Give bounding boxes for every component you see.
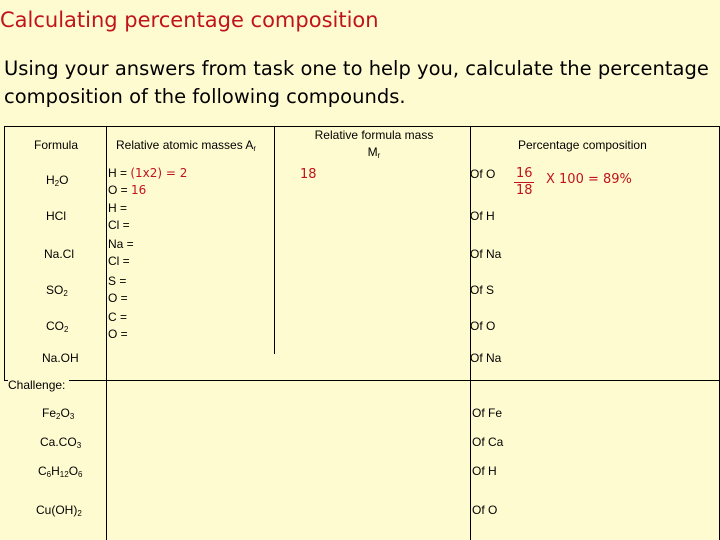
formula-subscript: 2: [56, 412, 61, 421]
formula-fe2o3: [42, 405, 74, 422]
header-percentage-composition: Percentage composition: [518, 138, 647, 152]
mass-line: [108, 182, 187, 199]
formula-part: O: [59, 173, 69, 187]
formula-cuoh2: [36, 502, 82, 519]
masses-row-2: [108, 200, 130, 234]
mass-label: Na =: [108, 237, 134, 251]
column-divider-formula: [106, 126, 107, 540]
mass-line: [108, 165, 187, 182]
formula-co2: [46, 318, 68, 335]
slide-title: Calculating percentage composition: [0, 8, 379, 32]
formula-part: CO: [46, 319, 64, 333]
header-formula: Formula: [34, 138, 79, 152]
masses-row-1: [108, 165, 187, 199]
masses-row-4: [108, 273, 128, 307]
pct-label-row-6: Of Na: [470, 351, 502, 365]
formula-subscript: 6: [46, 470, 52, 479]
formula-nacl: Na.Cl: [44, 247, 75, 261]
mass-label: Cl =: [108, 254, 130, 268]
formula-part: O: [68, 464, 79, 478]
challenge-divider: [4, 380, 720, 381]
pct-label-row-5: Of O: [470, 319, 496, 333]
formula-hcl: HCl: [46, 209, 66, 223]
mass-label: C =: [108, 310, 128, 324]
pct-label-challenge-4: Of O: [472, 503, 498, 517]
pct-label-row-1: Of O: [470, 167, 496, 181]
table-left-border: [4, 126, 5, 380]
instructions-text: Using your answers from task one to help you, calculate the percentage composition of the following compounds.: [4, 57, 709, 108]
pct-label-challenge-3: Of H: [472, 464, 497, 478]
formula-subscript: 6: [78, 470, 83, 479]
pct-label-challenge-1: Of Fe: [472, 406, 503, 420]
header-ram-subscript: r: [253, 144, 257, 153]
formula-naoh: Na.OH: [42, 351, 79, 365]
mass-label: H =: [108, 201, 128, 215]
mass-label: O =: [108, 183, 128, 197]
formula-subscript: 12: [59, 470, 69, 479]
masses-row-5: [108, 309, 128, 343]
formula-subscript: 3: [69, 412, 75, 421]
pct-label-row-4: Of S: [470, 283, 495, 297]
formula-part: Ca.CO: [40, 435, 77, 449]
mass-value: 16: [131, 183, 147, 197]
formula-subscript: 3: [76, 441, 82, 450]
header-rfm-symbol: M: [367, 145, 378, 159]
formula-part: H: [46, 173, 55, 187]
column-divider-masses: [274, 126, 275, 354]
mass-label: S =: [108, 274, 127, 288]
challenge-label: Challenge:: [8, 377, 69, 394]
mass-label: O =: [108, 327, 128, 341]
pct-label-row-2: Of H: [470, 209, 495, 223]
pct-label-challenge-2: Of Ca: [472, 435, 504, 449]
header-rfm-line2: [294, 144, 454, 161]
mass-value: (1x2) = 2: [130, 166, 188, 180]
formula-subscript: 2: [64, 325, 69, 334]
header-rfm-subscript: r: [377, 151, 381, 160]
formula-part: Cu(OH): [36, 503, 78, 517]
mr-value-water: 18: [300, 167, 317, 182]
pct-denominator: 18: [516, 183, 533, 198]
formula-part: Fe: [42, 406, 57, 420]
mass-label: O =: [108, 291, 128, 305]
pct-numerator: 16: [516, 166, 533, 181]
pct-result: X 100 = 89%: [546, 172, 632, 187]
formula-subscript: 2: [54, 179, 60, 188]
formula-glucose: [38, 463, 83, 480]
mass-label: Cl =: [108, 218, 130, 232]
header-relative-atomic-masses: [116, 137, 256, 154]
masses-row-3: [108, 236, 134, 270]
header-ram-text: Relative atomic masses A: [116, 138, 254, 152]
composition-table: [4, 126, 720, 540]
formula-caco3: [40, 434, 81, 451]
formula-part: C: [38, 464, 47, 478]
formula-subscript: 2: [63, 289, 68, 298]
header-relative-formula-mass: [294, 127, 454, 161]
header-rfm-line1: Relative formula mass: [314, 128, 434, 142]
formula-part: O: [60, 406, 70, 420]
mass-label: H =: [108, 166, 128, 180]
formula-water: [46, 172, 68, 189]
formula-part: SO: [46, 283, 64, 297]
pct-label-row-3: Of Na: [470, 247, 502, 261]
formula-subscript: 2: [77, 509, 82, 518]
formula-part: H: [51, 464, 60, 478]
formula-so2: [46, 282, 68, 299]
